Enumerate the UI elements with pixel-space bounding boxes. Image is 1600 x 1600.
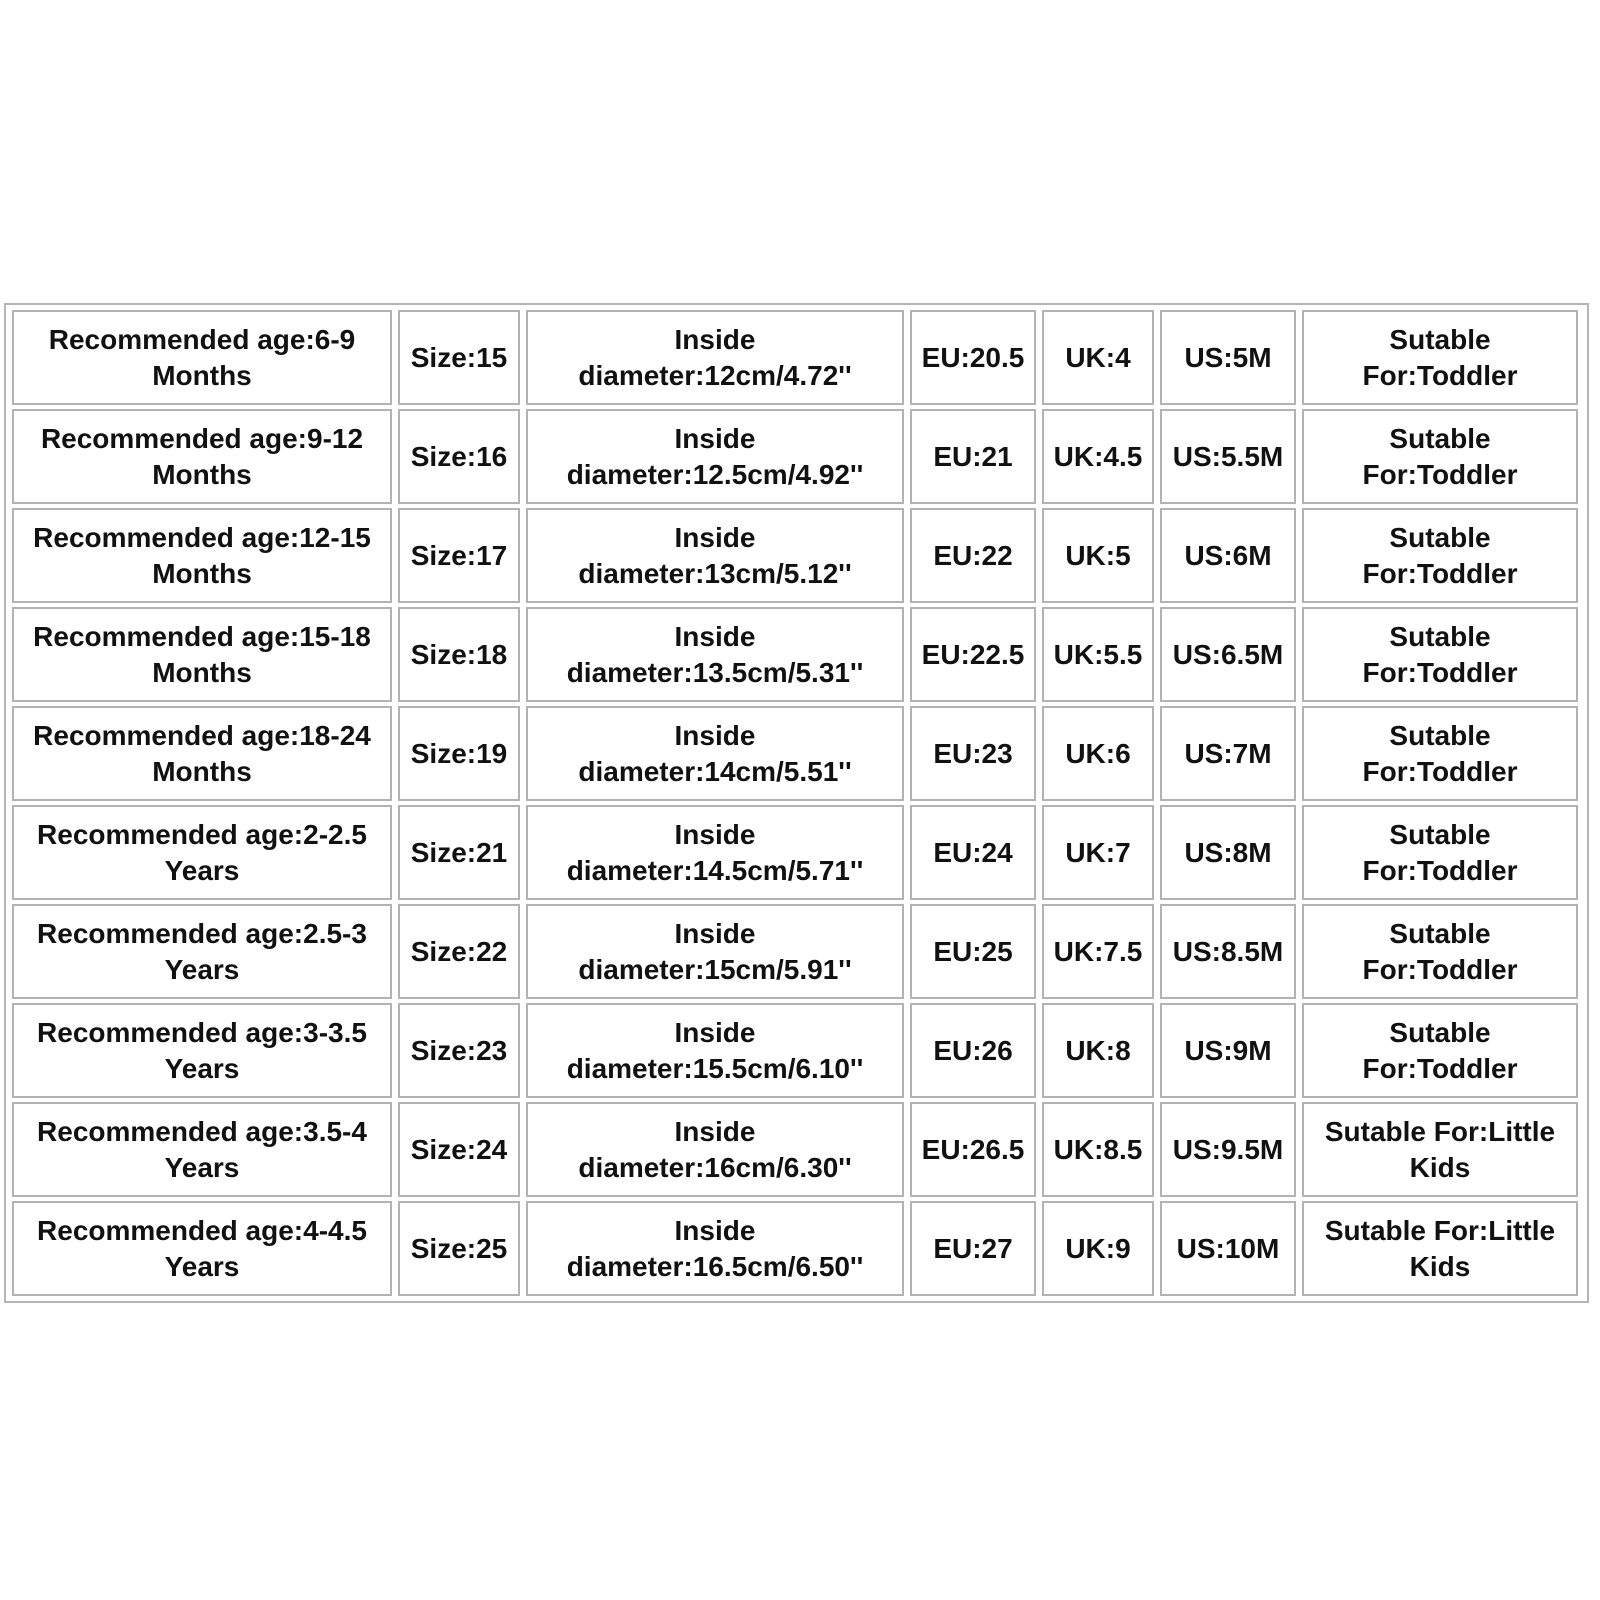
suitable-for-cell: Sutable For:Toddler: [1302, 409, 1578, 504]
inside-diameter-cell: Inside diameter:15.5cm/6.10'': [526, 1003, 904, 1098]
us-size-cell: US:9M: [1160, 1003, 1296, 1098]
inside-diameter-cell: Inside diameter:13.5cm/5.31'': [526, 607, 904, 702]
us-size-cell: US:5M: [1160, 310, 1296, 405]
size-cell: Size:25: [398, 1201, 520, 1296]
size-chart-table: [4, 303, 1589, 1303]
suitable-for-cell: Sutable For:Toddler: [1302, 706, 1578, 801]
age-cell: Recommended age:6-9 Months: [12, 310, 392, 405]
uk-size-cell: UK:6: [1042, 706, 1154, 801]
age-cell: Recommended age:15-18 Months: [12, 607, 392, 702]
suitable-for-cell: Sutable For:Toddler: [1302, 310, 1578, 405]
size-cell: Size:16: [398, 409, 520, 504]
suitable-for-cell: Sutable For:Toddler: [1302, 1003, 1578, 1098]
eu-size-cell: EU:23: [910, 706, 1036, 801]
uk-size-cell: UK:8.5: [1042, 1102, 1154, 1197]
uk-size-cell: UK:9: [1042, 1201, 1154, 1296]
eu-size-cell: EU:26.5: [910, 1102, 1036, 1197]
suitable-for-cell: Sutable For:Toddler: [1302, 607, 1578, 702]
eu-size-cell: EU:25: [910, 904, 1036, 999]
uk-size-cell: UK:7: [1042, 805, 1154, 900]
age-cell: Recommended age:2-2.5 Years: [12, 805, 392, 900]
age-cell: Recommended age:18-24 Months: [12, 706, 392, 801]
age-cell: Recommended age:4-4.5 Years: [12, 1201, 392, 1296]
age-cell: Recommended age:9-12 Months: [12, 409, 392, 504]
suitable-for-cell: Sutable For:Little Kids: [1302, 1102, 1578, 1197]
size-cell: Size:22: [398, 904, 520, 999]
size-cell: Size:18: [398, 607, 520, 702]
suitable-for-cell: Sutable For:Little Kids: [1302, 1201, 1578, 1296]
size-cell: Size:21: [398, 805, 520, 900]
suitable-for-cell: Sutable For:Toddler: [1302, 904, 1578, 999]
eu-size-cell: EU:20.5: [910, 310, 1036, 405]
suitable-for-cell: Sutable For:Toddler: [1302, 805, 1578, 900]
us-size-cell: US:6.5M: [1160, 607, 1296, 702]
us-size-cell: US:5.5M: [1160, 409, 1296, 504]
eu-size-cell: EU:24: [910, 805, 1036, 900]
inside-diameter-cell: Inside diameter:15cm/5.91'': [526, 904, 904, 999]
inside-diameter-cell: Inside diameter:12.5cm/4.92'': [526, 409, 904, 504]
eu-size-cell: EU:26: [910, 1003, 1036, 1098]
age-cell: Recommended age:3-3.5 Years: [12, 1003, 392, 1098]
age-cell: Recommended age:3.5-4 Years: [12, 1102, 392, 1197]
size-cell: Size:15: [398, 310, 520, 405]
us-size-cell: US:7M: [1160, 706, 1296, 801]
eu-size-cell: EU:22: [910, 508, 1036, 603]
size-cell: Size:19: [398, 706, 520, 801]
inside-diameter-cell: Inside diameter:13cm/5.12'': [526, 508, 904, 603]
suitable-for-cell: Sutable For:Toddler: [1302, 508, 1578, 603]
uk-size-cell: UK:5.5: [1042, 607, 1154, 702]
us-size-cell: US:8.5M: [1160, 904, 1296, 999]
us-size-cell: US:8M: [1160, 805, 1296, 900]
eu-size-cell: EU:27: [910, 1201, 1036, 1296]
inside-diameter-cell: Inside diameter:14.5cm/5.71'': [526, 805, 904, 900]
size-cell: Size:24: [398, 1102, 520, 1197]
uk-size-cell: UK:4: [1042, 310, 1154, 405]
inside-diameter-cell: Inside diameter:16cm/6.30'': [526, 1102, 904, 1197]
eu-size-cell: EU:22.5: [910, 607, 1036, 702]
age-cell: Recommended age:12-15 Months: [12, 508, 392, 603]
us-size-cell: US:10M: [1160, 1201, 1296, 1296]
uk-size-cell: UK:4.5: [1042, 409, 1154, 504]
age-cell: Recommended age:2.5-3 Years: [12, 904, 392, 999]
uk-size-cell: UK:5: [1042, 508, 1154, 603]
uk-size-cell: UK:7.5: [1042, 904, 1154, 999]
size-cell: Size:17: [398, 508, 520, 603]
size-cell: Size:23: [398, 1003, 520, 1098]
inside-diameter-cell: Inside diameter:14cm/5.51'': [526, 706, 904, 801]
eu-size-cell: EU:21: [910, 409, 1036, 504]
inside-diameter-cell: Inside diameter:16.5cm/6.50'': [526, 1201, 904, 1296]
us-size-cell: US:6M: [1160, 508, 1296, 603]
uk-size-cell: UK:8: [1042, 1003, 1154, 1098]
us-size-cell: US:9.5M: [1160, 1102, 1296, 1197]
inside-diameter-cell: Inside diameter:12cm/4.72'': [526, 310, 904, 405]
